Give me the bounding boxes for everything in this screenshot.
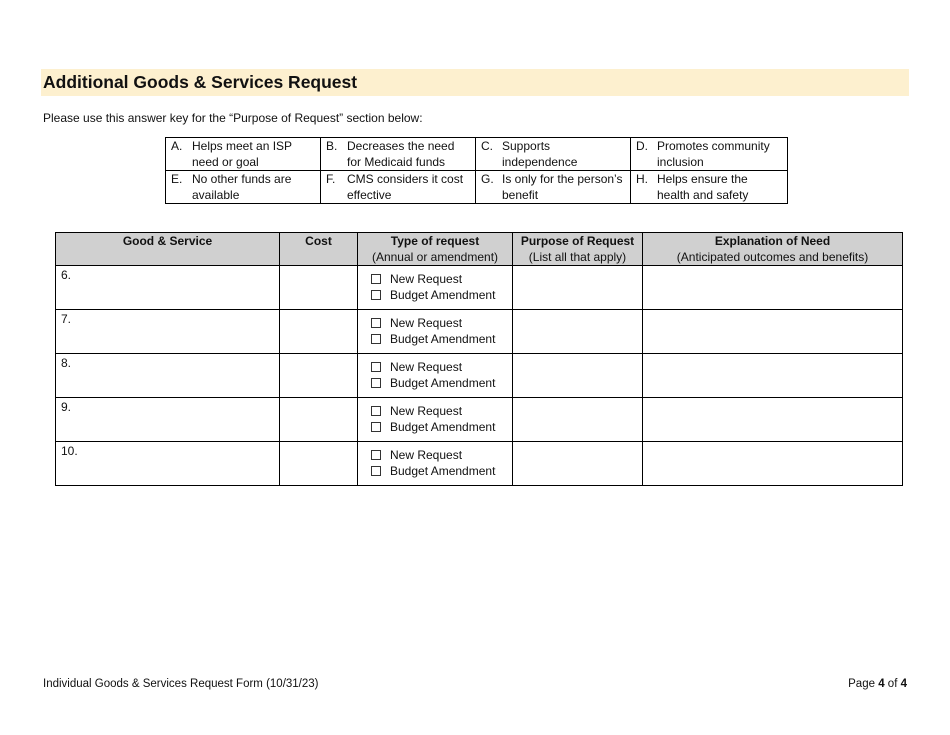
answer-key-letter: E. [171, 172, 183, 186]
good-service-cell[interactable] [56, 266, 280, 310]
table-row [56, 310, 903, 354]
budget-amendment-checkbox[interactable] [371, 422, 381, 432]
type-of-request-cell [358, 310, 513, 354]
answer-key-text: Helps meet an ISP need or goal [192, 139, 292, 169]
answer-key-text: CMS considers it cost effective [347, 172, 464, 202]
new-request-label: New Request [390, 448, 463, 462]
header-purpose-label: Purpose of Request [520, 234, 635, 248]
budget-amendment-label: Budget Amendment [390, 464, 496, 478]
header-good-service-label: Good & Service [122, 234, 213, 248]
section-title-bar [41, 69, 909, 96]
header-explanation-label: Explanation of Need [714, 234, 831, 248]
new-request-label: New Request [390, 316, 463, 330]
table-row [56, 354, 903, 398]
budget-amendment-label: Budget Amendment [390, 420, 496, 434]
explanation-cell[interactable] [643, 354, 903, 398]
budget-amendment-checkbox[interactable] [371, 290, 381, 300]
answer-key-text: Helps ensure the health and safety [657, 172, 749, 202]
new-request-option[interactable] [371, 271, 512, 287]
answer-key-text: No other funds are available [192, 172, 292, 202]
good-service-cell[interactable] [56, 442, 280, 486]
new-request-checkbox[interactable] [371, 406, 381, 416]
answer-key-letter: C. [481, 139, 493, 153]
cost-cell[interactable] [280, 398, 358, 442]
row-number: 7. [61, 312, 72, 326]
answer-key-cell [166, 138, 321, 171]
row-number: 6. [61, 268, 72, 282]
header-cost [280, 233, 358, 266]
new-request-option[interactable] [371, 315, 512, 331]
header-explanation-of-need [643, 233, 903, 266]
row-number: 9. [61, 400, 72, 414]
page-current: 4 [878, 678, 885, 690]
new-request-checkbox[interactable] [371, 318, 381, 328]
row-number: 8. [61, 356, 72, 370]
new-request-option[interactable] [371, 447, 512, 463]
answer-key-letter: A. [171, 139, 183, 153]
header-type-of-request [358, 233, 513, 266]
answer-key-cell [476, 138, 631, 171]
answer-key-letter: F. [326, 172, 336, 186]
footer-page-number [848, 676, 907, 692]
budget-amendment-option[interactable] [371, 419, 512, 435]
table-row [56, 266, 903, 310]
cost-cell[interactable] [280, 310, 358, 354]
new-request-label: New Request [390, 360, 463, 374]
answer-key-intro: Please use this answer key for the “Purpose of Request” section below: [43, 111, 423, 125]
cost-cell[interactable] [280, 354, 358, 398]
answer-key-cell [631, 171, 788, 204]
budget-amendment-option[interactable] [371, 331, 512, 347]
type-of-request-cell [358, 354, 513, 398]
answer-key-letter: D. [636, 139, 648, 153]
budget-amendment-label: Budget Amendment [390, 376, 496, 390]
cost-cell[interactable] [280, 266, 358, 310]
new-request-option[interactable] [371, 359, 512, 375]
answer-key-text: Supports independence [502, 139, 578, 169]
budget-amendment-option[interactable] [371, 375, 512, 391]
budget-amendment-checkbox[interactable] [371, 334, 381, 344]
new-request-checkbox[interactable] [371, 274, 381, 284]
header-purpose-sublabel: (List all that apply) [528, 250, 627, 264]
answer-key-letter: B. [326, 139, 338, 153]
explanation-cell[interactable] [643, 442, 903, 486]
footer-form-name: Individual Goods & Services Request Form (10/31/23) [43, 678, 319, 690]
answer-key-cell [476, 171, 631, 204]
budget-amendment-option[interactable] [371, 287, 512, 303]
header-explanation-sublabel: (Anticipated outcomes and benefits) [676, 250, 869, 264]
header-purpose-of-request [513, 233, 643, 266]
row-number: 10. [61, 444, 78, 458]
table-row [56, 442, 903, 486]
good-service-cell[interactable] [56, 354, 280, 398]
header-good-service [56, 233, 280, 266]
purpose-cell[interactable] [513, 398, 643, 442]
goods-services-request-table [55, 232, 903, 486]
header-cost-label: Cost [305, 234, 332, 248]
explanation-cell[interactable] [643, 398, 903, 442]
page-of-label: of [887, 678, 898, 690]
budget-amendment-checkbox[interactable] [371, 466, 381, 476]
purpose-cell[interactable] [513, 354, 643, 398]
explanation-cell[interactable] [643, 310, 903, 354]
answer-key-cell [321, 138, 476, 171]
purpose-cell[interactable] [513, 310, 643, 354]
new-request-label: New Request [390, 404, 463, 418]
answer-key-letter: G. [481, 172, 494, 186]
type-of-request-cell [358, 266, 513, 310]
header-type-label: Type of request [390, 234, 480, 248]
budget-amendment-label: Budget Amendment [390, 332, 496, 346]
new-request-checkbox[interactable] [371, 362, 381, 372]
page-title: Additional Goods & Services Request [43, 72, 358, 92]
page-total: 4 [900, 678, 907, 690]
answer-key-text: Decreases the need for Medicaid funds [347, 139, 455, 169]
page-label: Page [848, 678, 875, 690]
answer-key-row [166, 171, 788, 204]
answer-key-text: Is only for the person’s benefit [502, 172, 623, 202]
purpose-cell[interactable] [513, 442, 643, 486]
budget-amendment-checkbox[interactable] [371, 378, 381, 388]
answer-key-cell [631, 138, 788, 171]
explanation-cell[interactable] [643, 266, 903, 310]
answer-key-letter: H. [636, 172, 648, 186]
good-service-cell[interactable] [56, 310, 280, 354]
answer-key-table [165, 137, 788, 204]
budget-amendment-option[interactable] [371, 463, 512, 479]
cost-cell[interactable] [280, 442, 358, 486]
budget-amendment-label: Budget Amendment [390, 288, 496, 302]
table-header-row [56, 233, 903, 266]
new-request-label: New Request [390, 272, 463, 286]
type-of-request-cell [358, 442, 513, 486]
answer-key-cell [166, 171, 321, 204]
good-service-cell[interactable] [56, 398, 280, 442]
answer-key-text: Promotes community inclusion [657, 139, 770, 169]
answer-key-row [166, 138, 788, 171]
new-request-option[interactable] [371, 403, 512, 419]
answer-key-cell [321, 171, 476, 204]
type-of-request-cell [358, 398, 513, 442]
header-type-sublabel: (Annual or amendment) [371, 250, 499, 264]
purpose-cell[interactable] [513, 266, 643, 310]
table-row [56, 398, 903, 442]
new-request-checkbox[interactable] [371, 450, 381, 460]
